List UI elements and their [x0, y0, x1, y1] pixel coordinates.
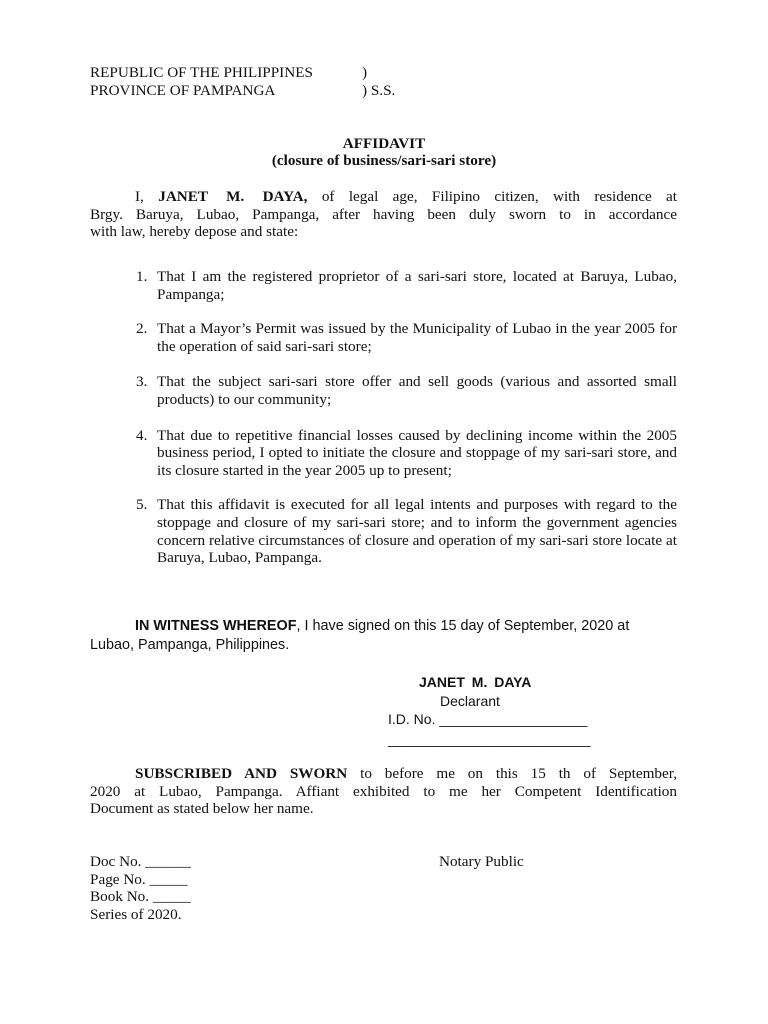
republic-paren: ) [362, 64, 368, 81]
republic-line: REPUBLIC OF THE PHILIPPINES [90, 64, 313, 81]
declarant-label: Declarant [440, 693, 500, 709]
statement-text: That I am the registered proprietor of a sari-sari store, located at Baruya, Lubao, Pampanga; [157, 268, 677, 303]
statement-number: 5. [136, 496, 148, 514]
notarial-register [90, 853, 191, 923]
province-ss: ) S.S. [362, 81, 396, 99]
statement-item [130, 268, 677, 303]
book-number: Book No. _____ [90, 888, 191, 906]
province-line: PROVINCE OF PAMPANGA [90, 81, 276, 99]
statement-item [130, 427, 677, 480]
page-number: Page No. _____ [90, 870, 188, 888]
declarant-name-inline: JANET M. DAYA, [158, 188, 308, 205]
jurat-heading: SUBSCRIBED AND SWORN [135, 765, 348, 782]
jurat-line1-text: to before me on this 15 th of September, [360, 765, 678, 782]
statement-item [130, 373, 677, 408]
statement-text: That the subject sari-sari store offer and sell goods (various and assorted small products) to our community; [157, 373, 677, 408]
witness-heading: IN WITNESS WHEREOF [135, 618, 297, 634]
intro-line-1 [90, 188, 677, 206]
witness-line-1 [90, 617, 690, 636]
doc-number: Doc No. ______ [90, 853, 191, 870]
statement-number: 4. [136, 426, 148, 444]
statement-number: 1. [136, 268, 148, 285]
statement-number: 2. [136, 320, 148, 338]
statement-text: That a Mayor’s Permit was issued by the Municipality of Lubao in the year 2005 for the operation of said sari-sari store; [157, 320, 677, 355]
witness-clause [90, 617, 690, 655]
witness-line1-text: , I have signed on this 15 day of September, 2020 at [296, 618, 630, 634]
statement-item [130, 320, 677, 355]
venue-caption [90, 64, 400, 99]
series-year: Series of 2020. [90, 905, 182, 923]
statement-text: That due to repetitive financial losses caused by declining income within the 2005 business period, I opted to initiate the closure and stoppage of my sari-sari store, and its closure started in the year 2005 up to present; [157, 426, 677, 479]
intro-paragraph [90, 188, 677, 241]
intro-line-3: with law, hereby depose and state: [90, 223, 299, 241]
id-number-field: I.D. No. ___________________ [388, 711, 588, 727]
jurat-paragraph [90, 765, 677, 818]
jurat-line-1 [90, 765, 677, 783]
jurat-line-2: 2020 at Lubao, Pampanga. Affiant exhibited to me her Competent Identification [90, 782, 677, 800]
intro-line-2: Brgy. Baruya, Lubao, Pampanga, after having been duly sworn to in accordance [90, 205, 677, 223]
statement-item [130, 496, 677, 566]
witness-line-2: Lubao, Pampanga, Philippines. [90, 637, 290, 653]
intro-lead: I, [135, 188, 144, 205]
intro-line1-text: of legal age, Filipino citizen, with residence at [321, 188, 678, 205]
affidavit-subtitle: (closure of business/sari-sari store) [271, 152, 497, 169]
signature-line: __________________________ [388, 731, 591, 747]
affidavit-title: AFFIDAVIT [342, 135, 426, 152]
statement-text: That this affidavit is executed for all legal intents and purposes with regard to the stoppage and closure of my sari-sari store; and to inform the government agencies concern relative circumstances of closure and operation of my sari-sari store locate at Baruya, Lubao, Pampanga. [157, 496, 677, 567]
statement-number: 3. [136, 373, 148, 391]
notary-public-label: Notary Public [439, 853, 524, 870]
jurat-line-3: Document as stated below her name. [90, 800, 314, 818]
declarant-name: JANET M. DAYA [419, 674, 532, 690]
statement-list [130, 268, 677, 567]
